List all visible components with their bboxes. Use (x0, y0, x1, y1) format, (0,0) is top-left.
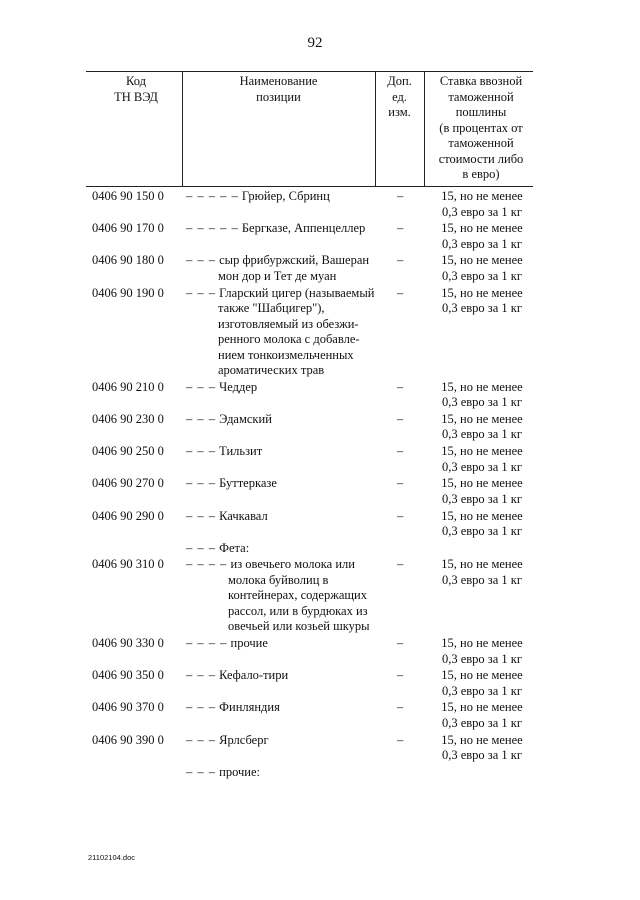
row-name-continuation: мон дор и Тет де муан (218, 268, 337, 283)
header-rate: Ставка ввозной таможенной пошлины (в процентах от таможенной стоимости либо в евро) (438, 74, 524, 181)
row-description (186, 412, 386, 428)
tariff-table-body (0, 189, 640, 782)
row-description (186, 700, 386, 716)
row-code: 0406 90 230 0 (92, 411, 164, 426)
indent-dashes: – – – (186, 253, 216, 268)
row-name: Фета: (219, 540, 250, 555)
row-code: 0406 90 190 0 (92, 285, 164, 300)
row-description (186, 636, 386, 652)
table-row (0, 380, 640, 412)
row-unit: – (397, 668, 404, 683)
row-description (186, 557, 386, 635)
table-row (0, 765, 640, 782)
row-unit: – (397, 700, 404, 715)
header-name: Наименование позиции (239, 74, 318, 104)
row-description (186, 189, 386, 205)
row-code: 0406 90 250 0 (92, 444, 164, 459)
row-description (186, 221, 386, 237)
indent-dashes: – – – (186, 476, 216, 491)
row-rate: 15, но не менее 0,3 евро за 1 кг (441, 221, 523, 251)
table-row (0, 444, 640, 476)
row-name: сыр фрибуржский, Вашеран (219, 253, 370, 268)
row-rate: 15, но не менее 0,3 евро за 1 кг (441, 476, 523, 506)
row-code: 0406 90 390 0 (92, 732, 164, 747)
indent-dashes: – – – (186, 668, 216, 683)
table-row (0, 509, 640, 541)
row-rate: 15, но не менее 0,3 евро за 1 кг (441, 189, 523, 219)
row-unit: – (397, 411, 404, 426)
row-description (186, 253, 386, 284)
column-divider (424, 71, 425, 186)
row-code: 0406 90 310 0 (92, 557, 164, 572)
row-unit: – (397, 732, 404, 747)
table-row (0, 476, 640, 508)
table-row (0, 668, 640, 700)
row-name: прочие: (219, 764, 260, 779)
row-name: прочие (230, 636, 268, 651)
row-rate: 15, но не менее 0,3 евро за 1 кг (441, 411, 523, 442)
row-code: 0406 90 150 0 (92, 189, 164, 203)
row-name: Эдамский (219, 411, 272, 426)
row-description (186, 541, 386, 557)
indent-dashes: – – – (186, 700, 216, 715)
row-unit: – (397, 508, 404, 523)
row-name: Кефало-тири (219, 668, 289, 683)
row-rate: 15, но не менее 0,3 евро за 1 кг (441, 732, 523, 763)
row-description (186, 444, 386, 460)
column-divider (375, 71, 376, 186)
row-rate: 15, но не менее 0,3 евро за 1 кг (441, 668, 523, 698)
row-name: Качкавал (219, 508, 268, 523)
table-top-rule (86, 71, 533, 72)
row-rate: 15, но не менее 0,3 евро за 1 кг (441, 636, 523, 666)
row-rate: 15, но не менее 0,3 евро за 1 кг (441, 508, 523, 538)
page-number: 92 (307, 35, 323, 51)
indent-dashes: – – – (186, 732, 216, 747)
row-name: Грюйер, Сбринц (241, 189, 330, 203)
indent-dashes: – – – (186, 444, 216, 459)
indent-dashes: – – – (186, 379, 216, 394)
row-unit: – (397, 636, 404, 651)
row-rate: 15, но не менее 0,3 евро за 1 кг (441, 557, 523, 587)
row-description (186, 765, 386, 781)
row-description (186, 380, 386, 396)
row-description (186, 509, 386, 525)
row-name: Ярлсберг (219, 732, 269, 747)
table-row (0, 221, 640, 253)
row-unit: – (397, 285, 404, 300)
row-name-continuation: молока буйволиц в контейнерах, содержащих рассол, или в бурдюках из овечьей или козьей шкуры (228, 572, 370, 634)
indent-dashes: – – – – – (186, 221, 239, 236)
indent-dashes: – – – – (186, 636, 228, 651)
row-code: 0406 90 330 0 (92, 636, 164, 651)
row-rate: 15, но не менее 0,3 евро за 1 кг (441, 444, 523, 474)
row-name: Гларский цигер (называемый (219, 285, 375, 300)
row-unit: – (397, 189, 404, 203)
table-row (0, 189, 640, 221)
indent-dashes: – – – (186, 508, 216, 523)
table-row (0, 636, 640, 668)
row-name: Финляндия (219, 700, 280, 715)
row-name: Чеддер (219, 379, 258, 394)
row-code: 0406 90 350 0 (92, 668, 164, 683)
header-code: Код ТН ВЭД (114, 74, 158, 104)
row-name-continuation: также "Шабцигер"), изготовляемый из обезжи- ренного молока с добавле- нием тонкоизмельченных ароматических трав (218, 301, 360, 378)
row-code: 0406 90 290 0 (92, 508, 164, 523)
row-unit: – (397, 221, 404, 236)
table-row (0, 541, 640, 558)
file-name-footer: 21102104.doc (88, 853, 135, 862)
header-unit: Доп. ед. изм. (387, 74, 412, 119)
row-unit: – (397, 444, 404, 459)
row-code: 0406 90 170 0 (92, 221, 164, 236)
table-row (0, 286, 640, 380)
row-name: из овечьего молока или (230, 557, 355, 572)
row-unit: – (397, 476, 404, 491)
table-row (0, 253, 640, 285)
table-row (0, 733, 640, 765)
indent-dashes: – – – (186, 540, 216, 555)
row-code: 0406 90 180 0 (92, 253, 164, 268)
indent-dashes: – – – – (186, 557, 228, 572)
table-row (0, 557, 640, 636)
table-row (0, 412, 640, 444)
row-unit: – (397, 253, 404, 268)
row-name: Бергказе, Аппенцеллер (241, 221, 366, 236)
indent-dashes: – – – – – (186, 189, 239, 203)
row-name: Буттерказе (219, 476, 277, 491)
row-rate: 15, но не менее 0,3 евро за 1 кг (441, 285, 523, 316)
header-bottom-rule (86, 186, 533, 187)
row-rate: 15, но не менее 0,3 евро за 1 кг (441, 700, 523, 730)
indent-dashes: – – – (186, 285, 216, 300)
row-unit: – (397, 557, 404, 572)
row-code: 0406 90 210 0 (92, 379, 164, 394)
row-rate: 15, но не менее 0,3 евро за 1 кг (441, 253, 523, 283)
row-description (186, 733, 386, 749)
row-description (186, 286, 386, 379)
row-description (186, 668, 386, 684)
row-code: 0406 90 270 0 (92, 476, 164, 491)
row-name: Тильзит (219, 444, 263, 459)
row-description (186, 476, 386, 492)
row-unit: – (397, 379, 404, 394)
indent-dashes: – – – (186, 411, 216, 426)
row-code: 0406 90 370 0 (92, 700, 164, 715)
indent-dashes: – – – (186, 764, 216, 779)
table-row (0, 700, 640, 732)
row-rate: 15, но не менее 0,3 евро за 1 кг (441, 379, 523, 410)
